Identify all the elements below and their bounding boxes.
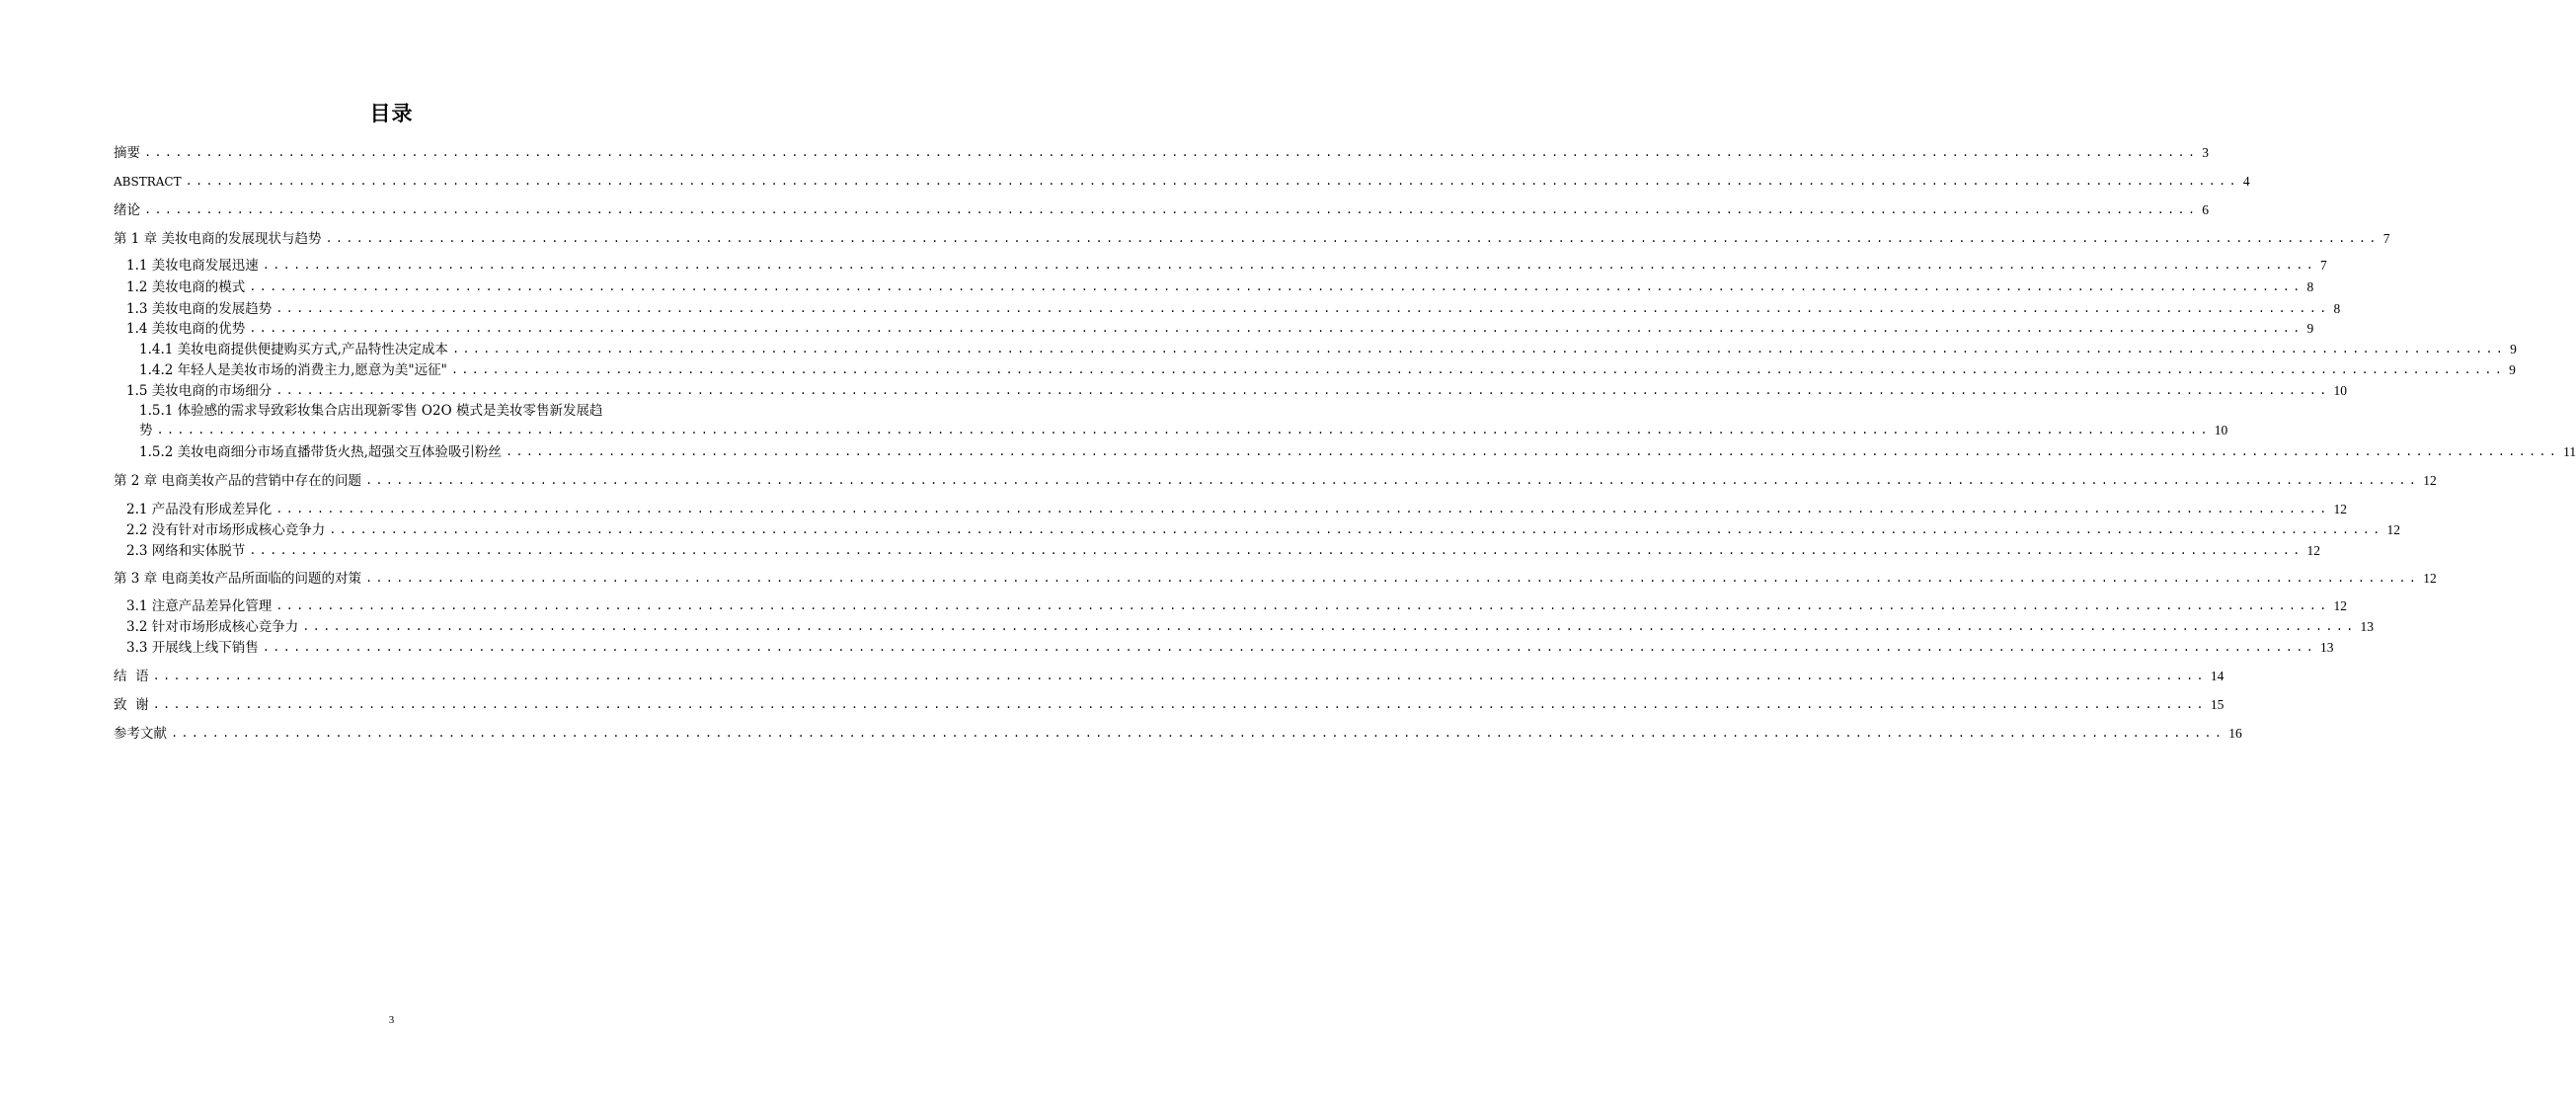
- toc-entry-page: 11: [2563, 444, 2576, 459]
- toc-entry-page: 4: [2242, 174, 2250, 189]
- toc-dot-leader: ........................................................................................................................................................................................................: [275, 503, 2330, 516]
- toc-entry-text-continued: 势: [139, 423, 153, 438]
- toc-entry-text: 第 2 章 电商美妆产品的营销中存在的问题: [114, 473, 361, 489]
- toc-entry[interactable]: [114, 695, 2225, 715]
- toc-entry-page: 12: [2423, 571, 2437, 586]
- toc-entry-text: 1.3 美妆电商的发展趋势: [126, 301, 273, 317]
- toc-entry-page: 3: [2202, 145, 2209, 160]
- toc-entry-page: 10: [2214, 423, 2228, 437]
- toc-entry-page: 8: [2306, 279, 2314, 294]
- toc-entry-text: 3.2 针对市场形成核心竞争力: [126, 619, 299, 635]
- toc-dot-leader: ........................................................................................................................................................................................................: [171, 727, 2225, 741]
- toc-entry-page: 7: [2320, 258, 2327, 273]
- toc-dot-leader: ........................................................................................................................................................................................................: [275, 384, 2330, 398]
- toc-entry-page: 12: [2333, 598, 2347, 613]
- toc-entry-page: 10: [2333, 383, 2347, 398]
- toc-dot-leader: ........................................................................................................................................................................................................: [249, 544, 2303, 558]
- toc-entry-text: 2.2 没有针对市场形成核心竞争力: [126, 522, 326, 538]
- toc-entry[interactable]: [126, 500, 2347, 519]
- toc-entry-page: 9: [2306, 321, 2314, 336]
- toc-dot-leader: ........................................................................................................................................................................................................: [325, 232, 2380, 246]
- toc-entry-text: 1.5.1 体验感的需求导致彩妆集合店出现新零售 O2O 模式是美妆零售新发展趋: [139, 403, 603, 419]
- toc-entry-text: 1.1 美妆电商发展迅速: [126, 258, 259, 274]
- toc-entry-text: 3.3 开展线上线下销售: [126, 640, 259, 656]
- toc-entry[interactable]: [114, 172, 2250, 192]
- toc-dot-leader: ........................................................................................................................................................................................................: [505, 445, 2560, 459]
- toc-entry-page: 7: [2382, 231, 2390, 246]
- toc-entry-text: 致 谢: [114, 697, 149, 713]
- toc-dot-leader: ........................................................................................................................................................................................................: [249, 280, 2303, 294]
- toc-entry-page: 15: [2210, 697, 2225, 712]
- toc-entry-text: 第 1 章 美妆电商的发展现状与趋势: [114, 231, 322, 247]
- toc-entry-page: 9: [2509, 362, 2516, 377]
- toc-entry-text: 绪论: [114, 202, 140, 218]
- toc-entry-text: 第 3 章 电商美妆产品所面临的问题的对策: [114, 571, 361, 587]
- toc-entry-text: 1.4.1 美妆电商提供便捷购买方式,产品特性决定成本: [139, 342, 448, 357]
- toc-entry[interactable]: [114, 569, 2437, 589]
- toc-entry-page: 13: [2320, 640, 2334, 655]
- toc-dot-leader: ........................................................................................................................................................................................................: [275, 599, 2330, 613]
- toc-entry[interactable]: [139, 442, 2576, 462]
- toc-entry[interactable]: [126, 319, 2314, 339]
- toc-entry[interactable]: [114, 471, 2437, 491]
- toc-dot-leader: ........................................................................................................................................................................................................: [364, 474, 2420, 488]
- toc-entry[interactable]: [139, 340, 2517, 359]
- toc-dot-leader: ........................................................................................................................................................................................................: [156, 424, 2211, 437]
- toc-entry[interactable]: [114, 667, 2225, 686]
- toc-entry[interactable]: [139, 360, 2516, 380]
- toc-entry[interactable]: [126, 381, 2347, 401]
- toc-entry-text: 1.4.2 年轻人是美妆市场的消费主力,愿意为美"远征": [139, 362, 447, 378]
- toc-entry[interactable]: [126, 520, 2400, 540]
- toc-entry[interactable]: [126, 299, 2341, 319]
- toc-entry-text: 1.5.2 美妆电商细分市场直播带货火热,超强交互体验吸引粉丝: [139, 444, 502, 460]
- toc-entry-text: 2.3 网络和实体脱节: [126, 543, 246, 559]
- toc-entry[interactable]: [126, 638, 2334, 658]
- toc-entry-text: 摘要: [114, 145, 140, 161]
- toc-entry-page: 13: [2360, 619, 2374, 634]
- toc-entry[interactable]: [126, 541, 2320, 561]
- toc-dot-leader: ........................................................................................................................................................................................................: [152, 698, 2207, 712]
- toc-entry-text: ABSTRACT: [114, 175, 182, 189]
- toc-dot-leader: ........................................................................................................................................................................................................: [451, 343, 2507, 356]
- toc-dot-leader: ........................................................................................................................................................................................................: [450, 363, 2506, 377]
- toc-dot-leader: ........................................................................................................................................................................................................: [302, 620, 2357, 634]
- toc-entry[interactable]: [126, 617, 2374, 637]
- toc-dot-leader: ........................................................................................................................................................................................................: [249, 322, 2303, 336]
- toc-entry-text: 1.5 美妆电商的市场细分: [126, 383, 273, 399]
- toc-entry-page: 8: [2333, 301, 2341, 316]
- toc-entry[interactable]: [126, 277, 2314, 297]
- toc-entry[interactable]: [114, 143, 2209, 163]
- toc-dot-leader: ........................................................................................................................................................................................................: [144, 146, 2199, 160]
- toc-dot-leader: ........................................................................................................................................................................................................: [329, 523, 2383, 537]
- toc-entry[interactable]: [139, 401, 2228, 440]
- toc-entry-text: 2.1 产品没有形成差异化: [126, 502, 273, 517]
- toc-dot-leader: ........................................................................................................................................................................................................: [185, 175, 2239, 189]
- page-number: 3: [388, 1014, 395, 1026]
- toc-entry-text: 参考文献: [114, 726, 167, 742]
- toc-title: 目录: [369, 102, 414, 125]
- toc-entry-text: 1.4 美妆电商的优势: [126, 321, 246, 337]
- toc-dot-leader: ........................................................................................................................................................................................................: [144, 203, 2199, 217]
- toc-entry-text: 结 语: [114, 669, 149, 684]
- toc-entry-page: 12: [2386, 522, 2400, 537]
- toc-entry-wrap-line: [139, 421, 2228, 440]
- toc-entry-page: 9: [2510, 342, 2517, 356]
- toc-entry[interactable]: [114, 229, 2390, 249]
- toc-dot-leader: ........................................................................................................................................................................................................: [364, 572, 2420, 586]
- toc-entry-text: 1.2 美妆电商的模式: [126, 279, 246, 295]
- toc-entry-page: 16: [2228, 726, 2242, 741]
- toc-entry[interactable]: [114, 200, 2209, 220]
- toc-entry-text: 3.1 注意产品差异化管理: [126, 598, 273, 614]
- toc-dot-leader: ........................................................................................................................................................................................................: [152, 670, 2207, 683]
- toc-entry[interactable]: [126, 596, 2347, 616]
- toc-entry-page: 12: [2423, 473, 2437, 488]
- toc-entry-page: 12: [2306, 543, 2320, 558]
- toc-entry-page: 14: [2210, 669, 2225, 683]
- toc-dot-leader: ........................................................................................................................................................................................................: [275, 302, 2330, 316]
- toc-dot-leader: ........................................................................................................................................................................................................: [262, 259, 2316, 273]
- toc-entry[interactable]: [114, 724, 2242, 744]
- toc-entry[interactable]: [126, 256, 2327, 276]
- toc-dot-leader: ........................................................................................................................................................................................................: [262, 641, 2316, 655]
- toc-entry-page: 12: [2333, 502, 2347, 516]
- toc-entry-page: 6: [2202, 202, 2209, 217]
